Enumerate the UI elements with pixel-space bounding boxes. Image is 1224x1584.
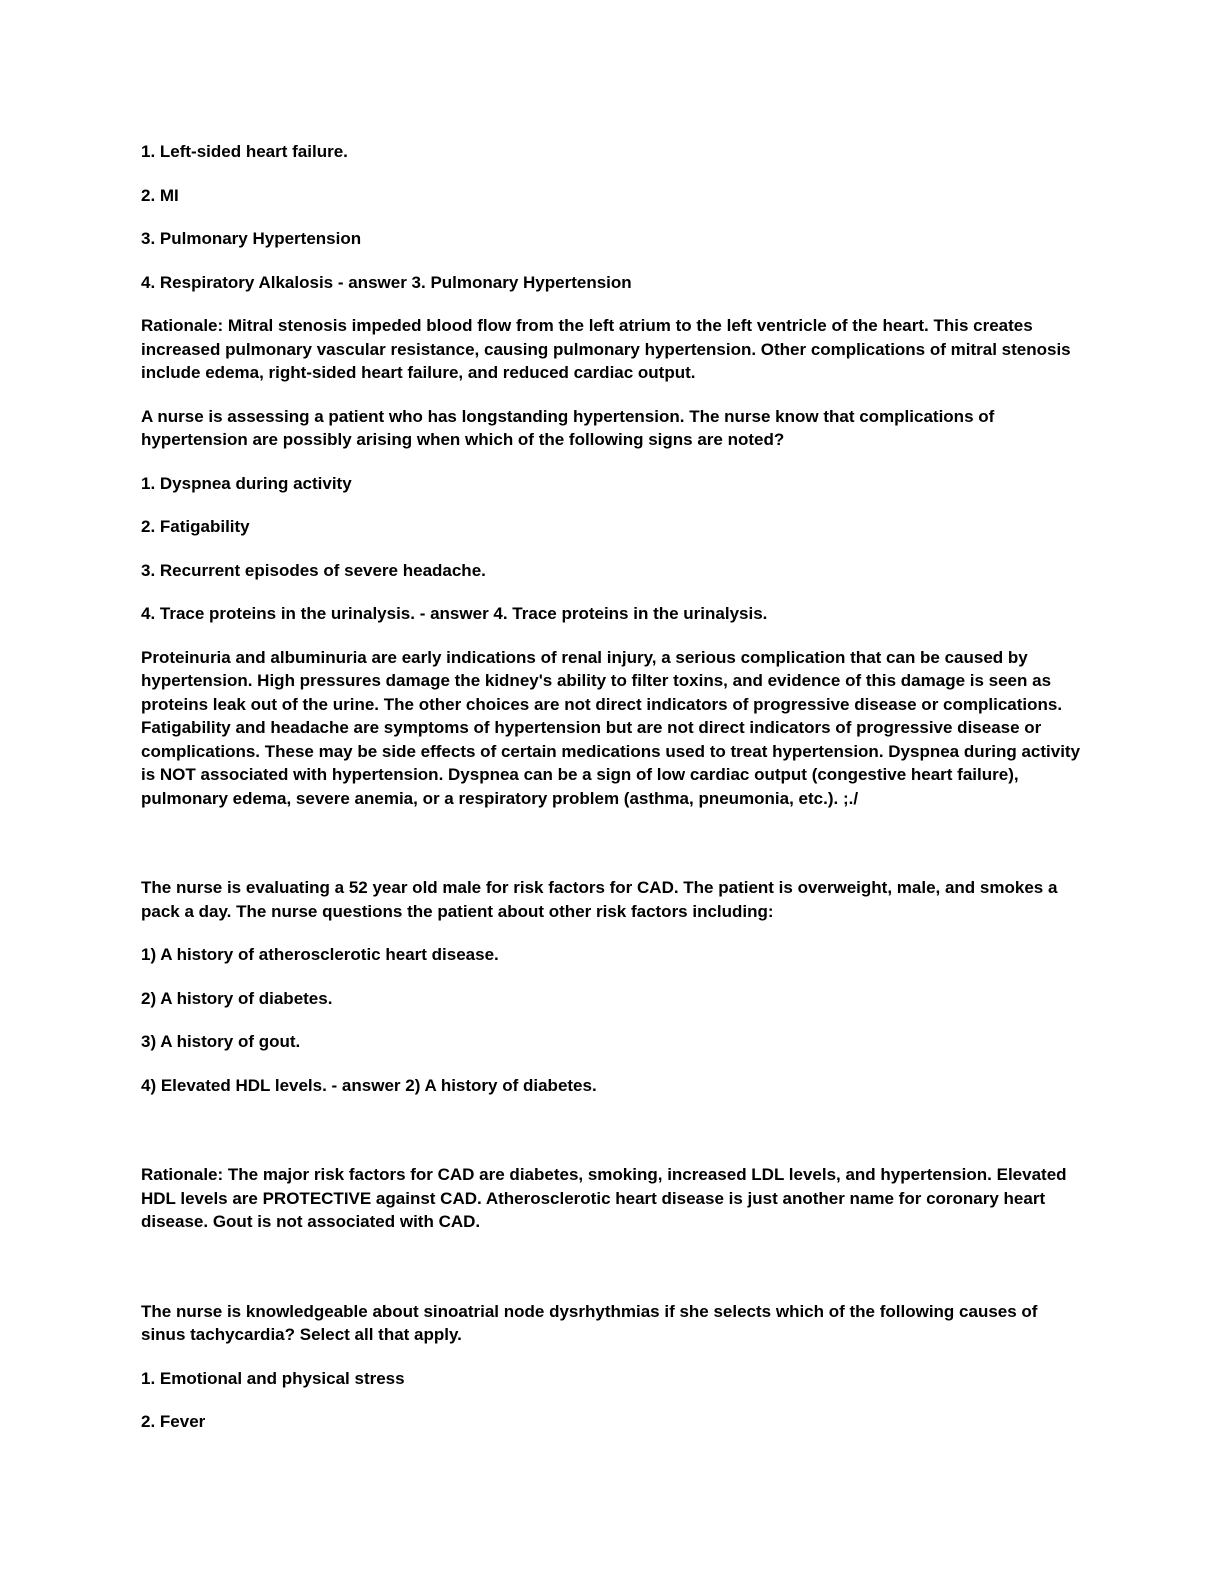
rationale-mitral-stenosis: Rationale: Mitral stenosis impeded blood flow from the left atrium to the left ventricle of the heart. This creates increased pulmonary vascular resistance, causing pulmonary hypertension. Other complications of mitral stenosis include edema, right-sided heart failure, and reduced cardiac output.: [141, 316, 1071, 382]
question-cad-risk-factors: The nurse is evaluating a 52 year old male for risk factors for CAD. The patient is overweight, male, and smokes a pack a day. The nurse questions the patient about other risk factors including:: [141, 878, 1058, 921]
question-hypertension-complications: A nurse is assessing a patient who has longstanding hypertension. The nurse know that complications of hypertension are possibly arising when which of the following signs are noted?: [141, 406, 995, 449]
option-diabetes: 2) A history of diabetes.: [141, 988, 333, 1008]
option-fever: 2. Fever: [141, 1412, 206, 1431]
rationale-proteinuria: Proteinuria and albuminuria are early indications of renal injury, a serious complication that can be caused by hypertension. High pressures damage the kidney's ability to filter toxins, and evidence of this damage is seen as proteins leak out of the urine. The other choices are not direct indicators of progressive disease or complications. Fatigability and headache are symptoms of hypertension but are not direct indicators of progressive disease or complications. These may be side effects of certain medications used to treat hypertension. Dyspnea during activity is NOT associated with hypertension. Dyspnea can be a sign of low cardiac output (congestive heart failure), pulmonary edema, severe anemia, or a respiratory problem (asthma, pneumonia, etc.). ;./: [141, 647, 1081, 808]
option-elevated-hdl-answer: 4) Elevated HDL levels. - answer 2) A history of diabetes.: [141, 1075, 597, 1095]
document-body: [141, 140, 1081, 1434]
option-respiratory-alkalosis-answer: 4. Respiratory Alkalosis - answer 3. Pulmonary Hypertension: [141, 272, 632, 292]
option-pulmonary-hypertension: 3. Pulmonary Hypertension: [141, 229, 362, 248]
option-atherosclerotic-heart-disease: 1) A history of atherosclerotic heart disease.: [141, 945, 499, 964]
option-left-sided-heart-failure: 1. Left-sided heart failure.: [141, 142, 348, 161]
option-headache: 3. Recurrent episodes of severe headache.: [141, 560, 486, 580]
rationale-cad: Rationale: The major risk factors for CAD are diabetes, smoking, increased LDL levels, and hypertension. Elevated HDL levels are PROTECTIVE against CAD. Atherosclerotic heart disease is just another name for coronary heart disease. Gout is not associated with CAD.: [141, 1165, 1067, 1231]
question-sinus-tachycardia: The nurse is knowledgeable about sinoatrial node dysrhythmias if she selects which of the following causes of sinus tachycardia? Select all that apply.: [141, 1301, 1038, 1344]
option-fatigability: 2. Fatigability: [141, 517, 250, 536]
option-mi: 2. MI: [141, 185, 179, 205]
option-dyspnea: 1. Dyspnea during activity: [141, 473, 352, 493]
option-gout: 3) A history of gout.: [141, 1032, 301, 1051]
option-trace-proteins-answer: 4. Trace proteins in the urinalysis. - answer 4. Trace proteins in the urinalysis.: [141, 604, 768, 623]
option-emotional-physical-stress: 1. Emotional and physical stress: [141, 1368, 405, 1388]
